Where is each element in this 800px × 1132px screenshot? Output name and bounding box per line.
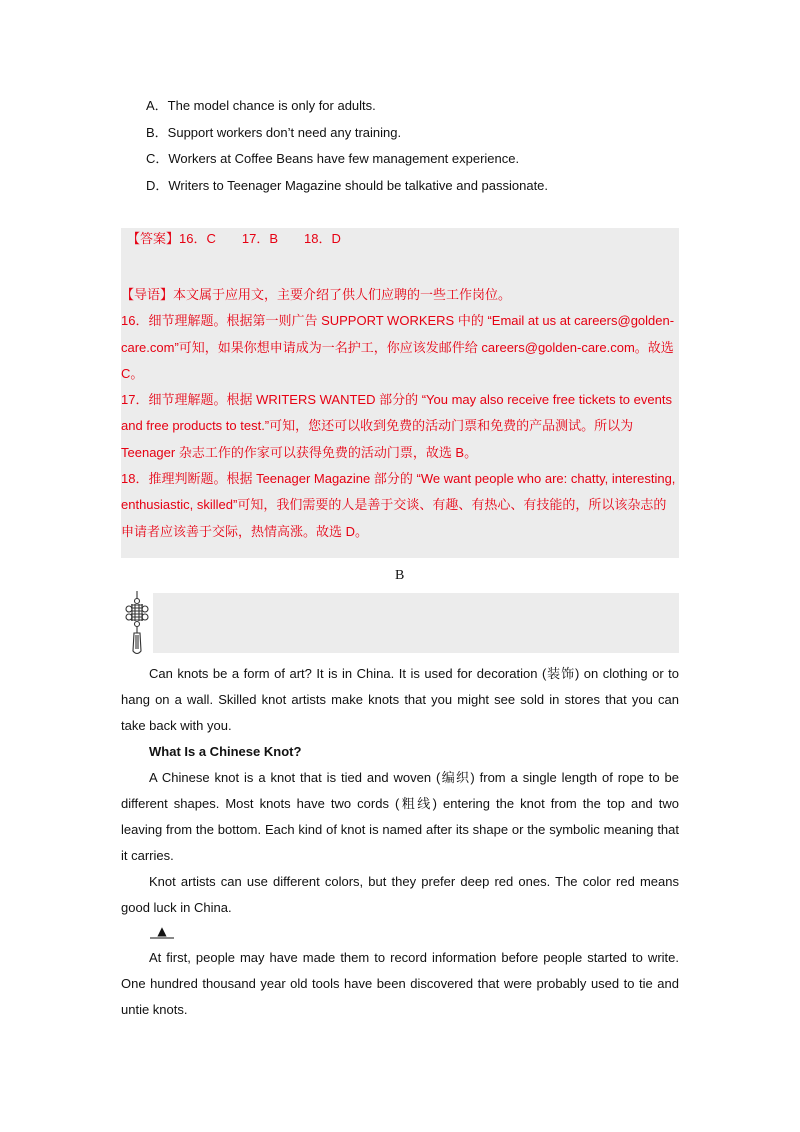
passage-p1: [121, 661, 679, 739]
explanation-q17: 17．细节理解题。根据 WRITERS WANTED 部分的 “You may also receive free tickets to events and free products to test.”可知，您还可以收到免费的活动门票和免费的产品测试。所以为 Teenager 杂志工作的作家可以获得免费的活动门票，故选 B。: [121, 392, 672, 460]
passage-subheading-wrap: [121, 739, 679, 765]
explanation-q18: 18．推理判断题。根据 Teenager Magazine 部分的 “We want people who are: chatty, interesting, enthusiastic, skilled”可知，我们需要的人是善于交谈、有趣、有热心、有技能的，所以该杂志的申请者应该善于交际，热情高涨。故选 D。: [121, 471, 676, 539]
passage-p2: [121, 765, 679, 869]
section-label: B: [395, 568, 405, 583]
image-banner: [153, 593, 679, 653]
explanation-q16: 16．细节理解题。根据第一则广告 SUPPORT WORKERS 中的 “Email at us at careers@golden-care.com”可知，如果你想申请成为一名护工，你应该发邮件给 careers@golden-care.com。故选 C。: [121, 313, 675, 381]
passage-subheading: What Is a Chinese Knot?: [149, 744, 302, 759]
blank-triangle-icon: ▲: [157, 924, 167, 938]
explanation: [121, 282, 679, 545]
passage-paragraph: Can knots be a form of art? It is in China. It is used for decoration (装饰) on clothing or to hang on a wall. Skilled knot artists make knots that you might see sold in stores that you can take back with you.: [121, 666, 679, 734]
answer-label: 【答案】: [127, 231, 180, 246]
answer-items: 16．C 17．B 18．D: [179, 231, 341, 246]
passage-paragraph: Knot artists can use different colors, but they prefer deep red ones. The color red means good luck in China.: [121, 874, 679, 916]
option-d: D．Writers to Teenager Magazine should be talkative and passionate.: [146, 178, 549, 193]
guide-label: 【导语】: [121, 287, 174, 302]
answer-line: [127, 230, 341, 248]
passage-p4: [121, 945, 679, 1023]
chinese-knot-icon: [121, 591, 153, 657]
passage-paragraph: At first, people may have made them to record information before people started to write. One hundred thousand year old tools have been discovered that were probably used to tie and untie knots.: [121, 950, 679, 1018]
passage-paragraph: A Chinese knot is a knot that is tied and woven (编织) from a single length of rope to be different shapes. Most knots have two cords (粗线) entering the knot from the top and two leaving from the bottom. Each kind of knot is named after its shape or the symbolic meaning that it carries.: [121, 770, 679, 864]
option-b: B．Support workers don’t need any training.: [146, 125, 402, 140]
guide-line: [121, 282, 679, 308]
passage-p3: [121, 869, 679, 921]
guide-text: 本文属于应用文，主要介绍了供人们应聘的一些工作岗位。: [173, 287, 512, 302]
option-c: C．Workers at Coffee Beans have few management experience.: [146, 151, 520, 166]
option-a: A．The model chance is only for adults.: [146, 98, 376, 113]
blank-marker: [150, 924, 174, 940]
